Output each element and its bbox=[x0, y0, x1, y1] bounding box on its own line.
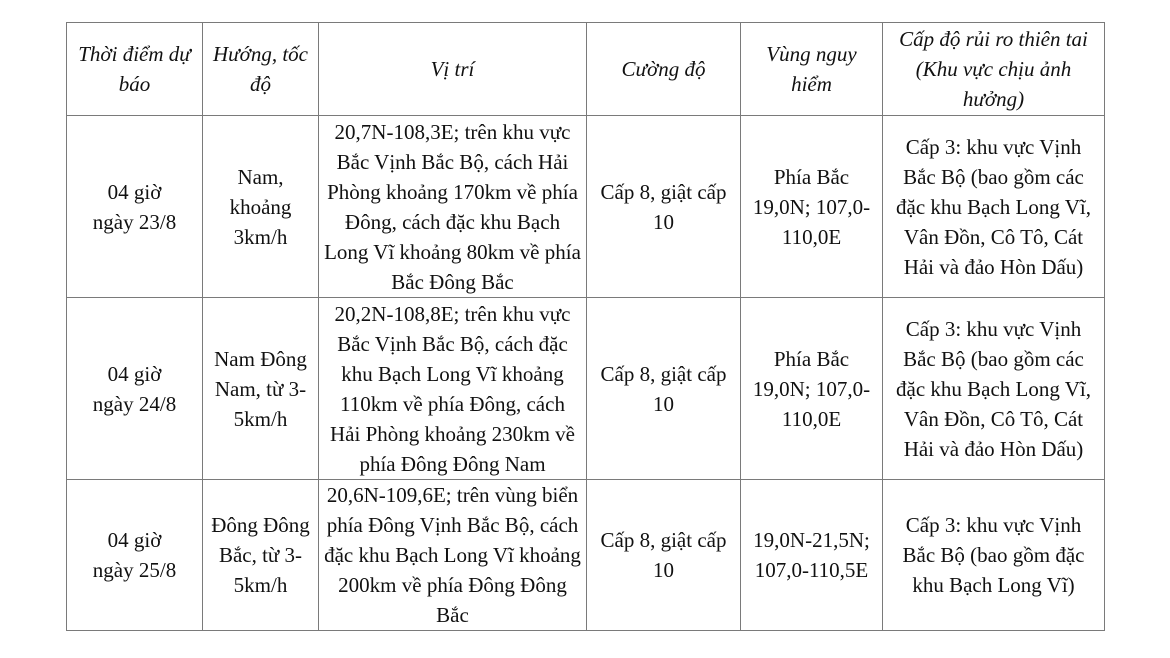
cell-direction bbox=[203, 116, 319, 298]
danger-zone-text: Phía Bắc 19,0N; 107,0-110,0E bbox=[752, 164, 871, 249]
risk-text: Cấp 3: khu vực Vịnh Bắc Bộ (bao gồm các đặc khu Bạch Long Vĩ, Vân Đồn, Cô Tô, Cát Hải và đảo Hòn Dấu) bbox=[896, 134, 1091, 279]
forecast-table bbox=[66, 22, 1105, 631]
table-header-row bbox=[67, 23, 1105, 116]
cell-direction bbox=[203, 298, 319, 480]
time-text: 04 giờ ngày 24/8 bbox=[92, 361, 177, 416]
risk-text: Cấp 3: khu vực Vịnh Bắc Bộ (bao gồm các đặc khu Bạch Long Vĩ, Vân Đồn, Cô Tô, Cát Hải và đảo Hòn Dấu) bbox=[896, 316, 1091, 461]
direction-text: Nam Đông Nam, từ 3-5km/h bbox=[214, 346, 307, 431]
header-risk-level: Cấp độ rủi ro thiên tai (Khu vực chịu ảnh hưởng) bbox=[883, 23, 1105, 116]
table-row bbox=[67, 298, 1105, 480]
position-text: 20,7N-108,3E; trên khu vực Bắc Vịnh Bắc Bộ, cách Hải Phòng khoảng 170km về phía Đông, cách đặc khu Bạch Long Vĩ khoảng 80km về phía Bắc Đông Bắc bbox=[324, 119, 581, 294]
intensity-text: Cấp 8, giật cấp 10 bbox=[600, 528, 727, 582]
header-forecast-time: Thời điểm dự báo bbox=[67, 23, 203, 116]
position-text: 20,2N-108,8E; trên khu vực Bắc Vịnh Bắc Bộ, cách đặc khu Bạch Long Vĩ khoảng 110km về phía Đông, cách Hải Phòng khoảng 230km về phía Đông Đông Nam bbox=[330, 301, 575, 476]
header-intensity: Cường độ bbox=[587, 23, 741, 116]
cell-direction bbox=[203, 480, 319, 631]
cell-risk-level bbox=[883, 298, 1105, 480]
cell-time bbox=[67, 116, 203, 298]
cell-risk-level bbox=[883, 480, 1105, 631]
cell-time bbox=[67, 298, 203, 480]
cell-danger-zone bbox=[741, 116, 883, 298]
direction-text: Nam, khoảng 3km/h bbox=[229, 164, 292, 249]
cell-position bbox=[319, 116, 587, 298]
cell-time bbox=[67, 480, 203, 631]
cell-position bbox=[319, 298, 587, 480]
cell-intensity bbox=[587, 298, 741, 480]
header-danger-zone: Vùng nguy hiểm bbox=[741, 23, 883, 116]
cell-danger-zone bbox=[741, 480, 883, 631]
cell-danger-zone bbox=[741, 298, 883, 480]
cell-position bbox=[319, 480, 587, 631]
intensity-text: Cấp 8, giật cấp 10 bbox=[600, 361, 727, 416]
cell-intensity bbox=[587, 480, 741, 631]
intensity-text: Cấp 8, giật cấp 10 bbox=[600, 179, 727, 234]
risk-text: Cấp 3: khu vực Vịnh Bắc Bộ (bao gồm đặc khu Bạch Long Vĩ) bbox=[902, 513, 1085, 597]
table-row bbox=[67, 116, 1105, 298]
direction-text: Đông Đông Bắc, từ 3-5km/h bbox=[211, 513, 310, 597]
header-direction-speed: Hướng, tốc độ bbox=[203, 23, 319, 116]
cell-intensity bbox=[587, 116, 741, 298]
time-text: 04 giờ ngày 25/8 bbox=[92, 528, 177, 582]
danger-zone-text: 19,0N-21,5N; 107,0-110,5E bbox=[753, 528, 870, 582]
table-row bbox=[67, 480, 1105, 631]
danger-zone-text: Phía Bắc 19,0N; 107,0-110,0E bbox=[752, 346, 871, 431]
header-position: Vị trí bbox=[319, 23, 587, 116]
time-text: 04 giờ ngày 23/8 bbox=[92, 179, 177, 234]
cell-risk-level bbox=[883, 116, 1105, 298]
position-text: 20,6N-109,6E; trên vùng biển phía Đông Vịnh Bắc Bộ, cách đặc khu Bạch Long Vĩ khoảng 200km về phía Đông Đông Bắc bbox=[324, 483, 581, 627]
